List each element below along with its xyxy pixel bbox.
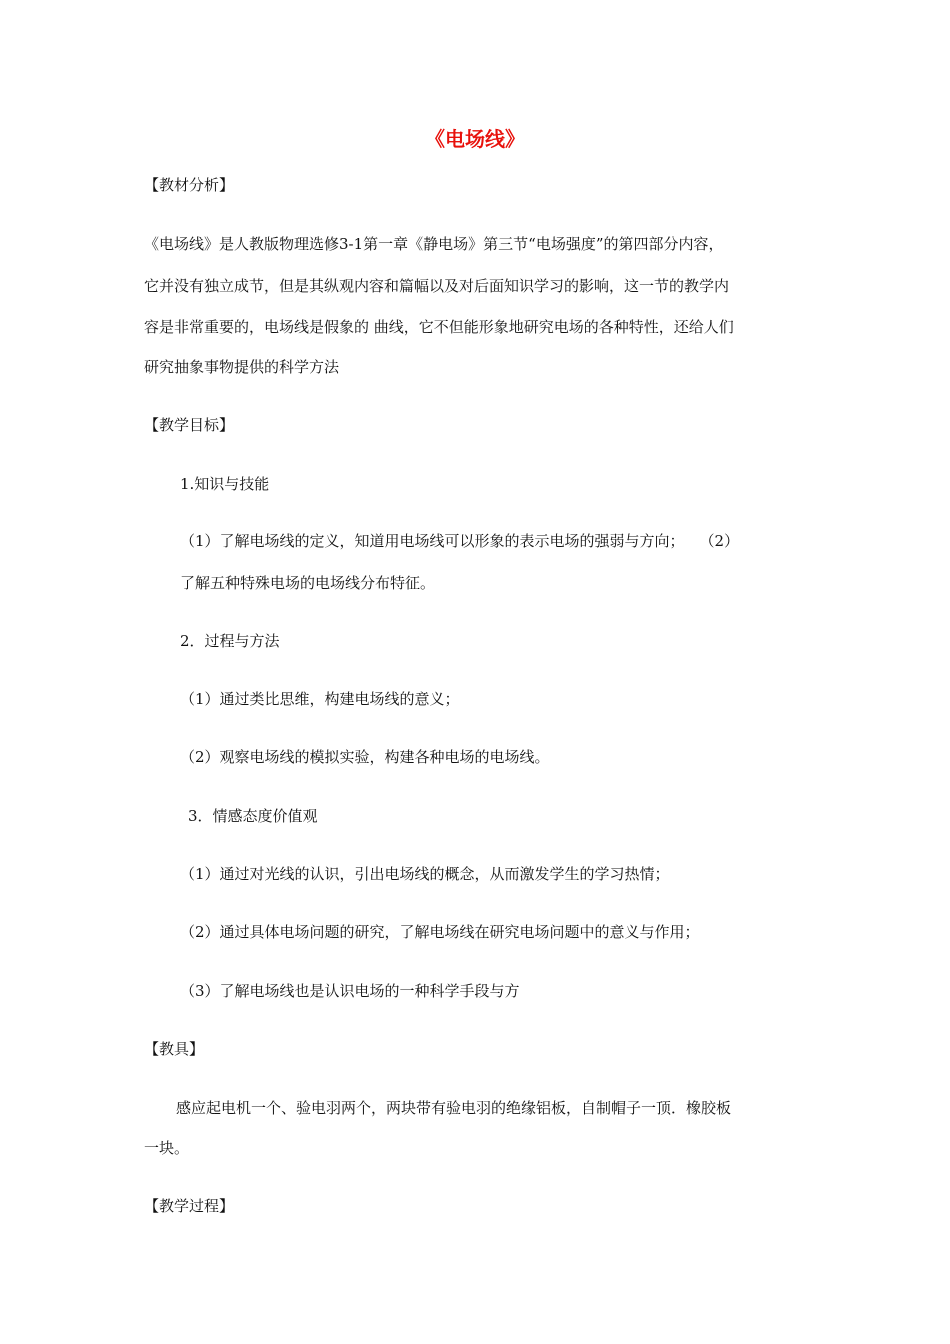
- analysis-line-4: 研究抽象事物提供的科学方法: [144, 358, 340, 376]
- section-heading-tools: 【教具】: [144, 1040, 205, 1058]
- goal-3-item-1: （1）通过对光线的认识，引出电场线的概念，从而激发学生的学习热情；: [180, 865, 670, 883]
- analysis-line-1: 《电场线》是人教版物理选修3-1第一章《静电场》第三节“电场强度”的第四部分内容，: [144, 235, 724, 253]
- goal-3-title: 3．情感态度价值观: [188, 807, 318, 825]
- goal-1-item-1b: 了解五种特殊电场的电场线分布特征。: [180, 574, 436, 592]
- document-title: 《电场线》: [425, 127, 525, 151]
- goal-1-item-1a: （1）了解电场线的定义，知道用电场线可以形象的表示电场的强弱与方向； （2）: [180, 532, 740, 550]
- section-heading-process: 【教学过程】: [144, 1197, 235, 1215]
- tools-line-2: 一块。: [144, 1139, 190, 1157]
- section-heading-analysis: 【教材分析】: [144, 176, 235, 194]
- goal-2-item-1: （1）通过类比思维，构建电场线的意义；: [180, 690, 460, 708]
- goal-2-item-2: （2）观察电场线的模拟实验，构建各种电场的电场线。: [180, 748, 550, 766]
- goal-3-item-3: （3）了解电场线也是认识电场的一种科学手段与方: [180, 982, 520, 1000]
- tools-line-1: 感应起电机一个、验电羽两个，两块带有验电羽的绝缘铝板，自制帽子一顶．橡胶板: [176, 1099, 732, 1117]
- goal-1-title: 1.知识与技能: [180, 475, 270, 493]
- goal-3-item-2: （2）通过具体电场问题的研究，了解电场线在研究电场问题中的意义与作用；: [180, 923, 700, 941]
- section-heading-goals: 【教学目标】: [144, 416, 235, 434]
- analysis-line-3: 容是非常重要的，电场线是假象的 曲线，它不但能形象地研究电场的各种特性，还给人们: [144, 318, 734, 336]
- analysis-line-2: 它并没有独立成节，但是其纵观内容和篇幅以及对后面知识学习的影响，这一节的教学内: [144, 277, 730, 295]
- goal-2-title: 2．过程与方法: [180, 632, 280, 650]
